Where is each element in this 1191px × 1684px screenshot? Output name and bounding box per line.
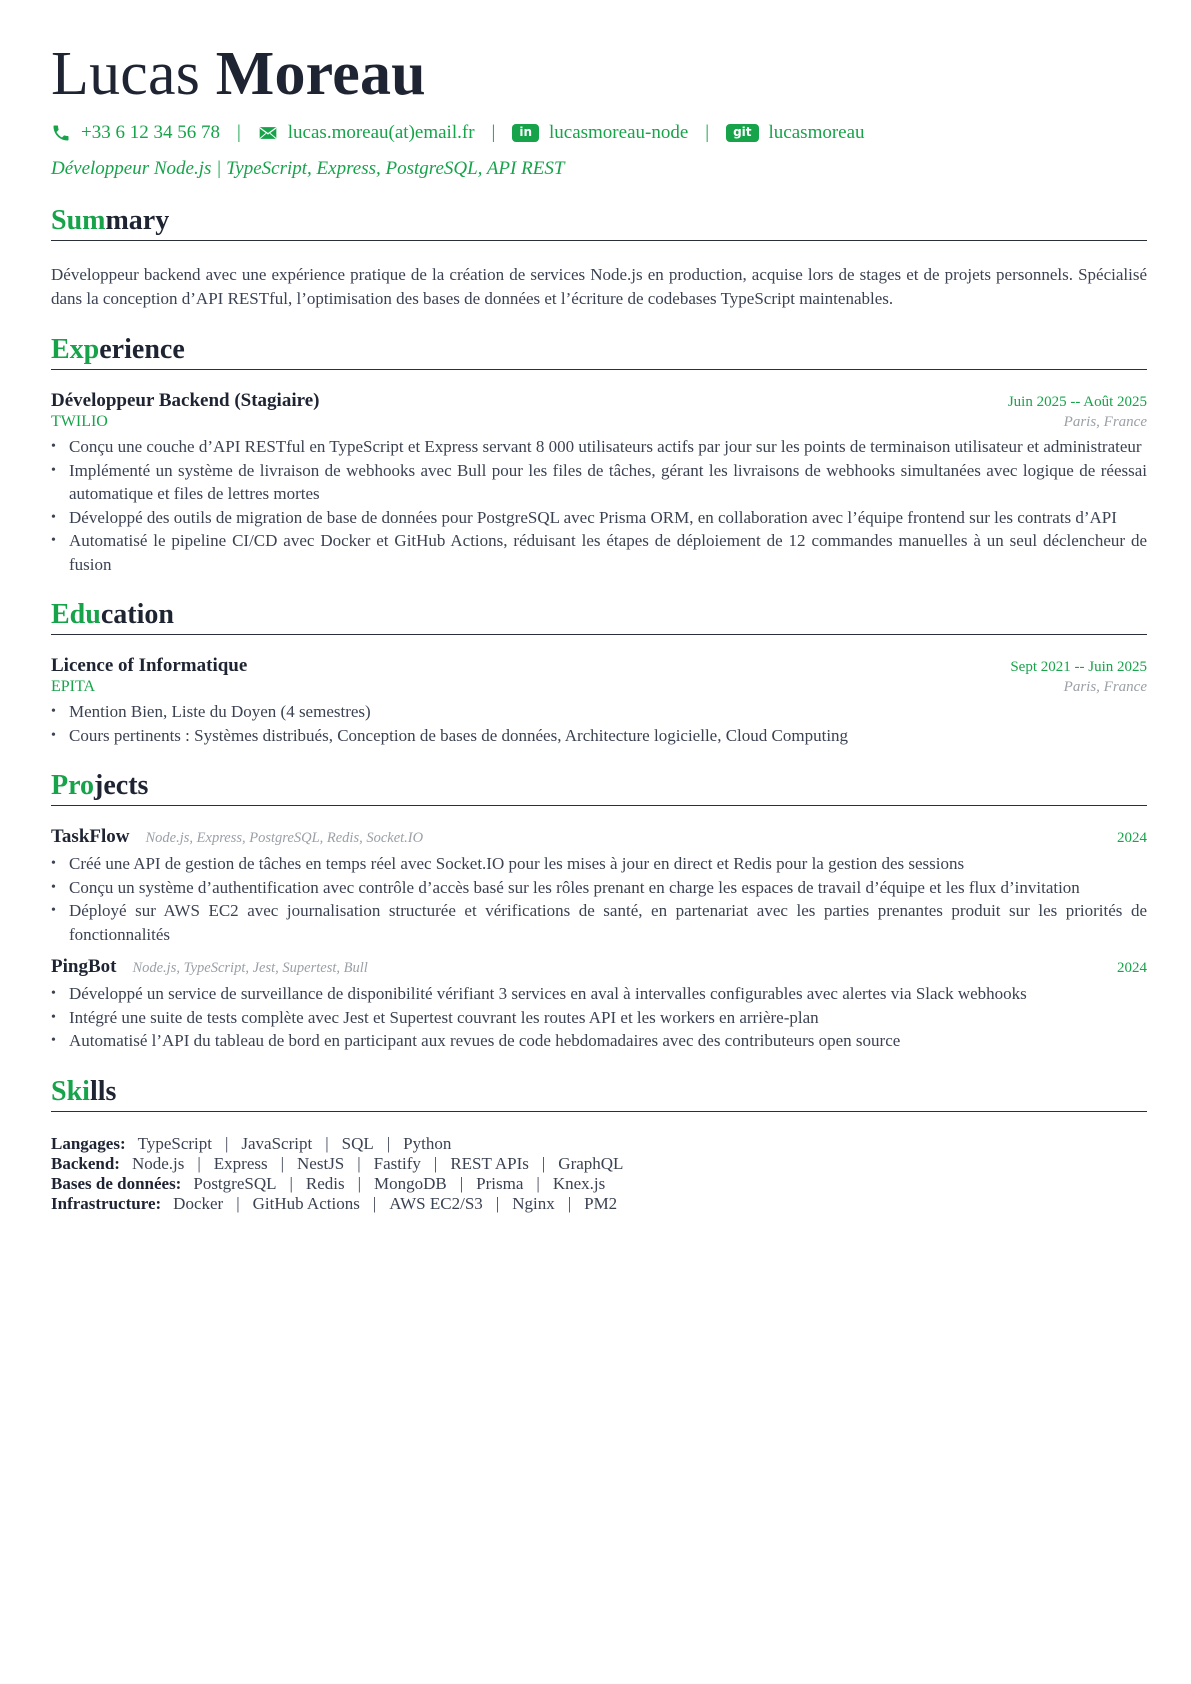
skill-row (51, 1154, 1147, 1174)
list-item: • Conçu une couche d’API RESTful en TypeScript et Express servant 8 000 utilisateurs actifs par jour sur les points de terminaison utilisateur et administrateur (51, 435, 1147, 459)
education-dates: Sept 2021 -- Juin 2025 (1010, 659, 1147, 675)
skill-category: Infrastructure: (51, 1193, 162, 1213)
list-item: • Déployé sur AWS EC2 avec journalisation structurée et vérifications de santé, en partenariat avec les parties prenantes produit sur les priorités de fonctionnalités (51, 899, 1147, 946)
skills-section (51, 1075, 1147, 1214)
skill-separator: | (325, 1133, 329, 1153)
project-bullets (51, 982, 1147, 1053)
skills-list (51, 1134, 1147, 1214)
skill-separator: | (236, 1193, 240, 1213)
list-item: • Implémenté un système de livraison de webhooks avec Bull pour les files de tâches, gérant les livraisons de webhooks simultanées avec logique de réessai automatique et files de lettres mortes (51, 459, 1147, 506)
github-text: lucasmoreau (768, 122, 865, 143)
job-role: Développeur Backend (Stagiaire) (51, 390, 320, 411)
skill-category: Bases de données: (51, 1173, 182, 1193)
school-name: EPITA (51, 678, 96, 695)
skill-separator: | (495, 1193, 500, 1213)
summary-text: Développeur backend avec une expérience pratique de la création de services Node.js en production, acquise lors de stages et de projets personnels. Spécialisé dans la conception d’API RESTful, l’optimisation des bases de données et l’écriture de codebases TypeScript maintenables. (51, 265, 1147, 308)
skill-item: GraphQL (558, 1153, 624, 1173)
section-title-skills (51, 1075, 1147, 1112)
list-item: • Automatisé l’API du tableau de bord en participant aux revues de code hebdomadaires avec des contributeurs open source (51, 1029, 1147, 1053)
section-title-education (51, 598, 1147, 635)
skill-item: PostgreSQL (193, 1173, 277, 1193)
skill-item: Express (213, 1153, 268, 1173)
project-year: 2024 (1117, 830, 1147, 846)
project-stack: Node.js, TypeScript, Jest, Supertest, Bull (132, 960, 368, 976)
skill-separator: | (280, 1153, 285, 1173)
school-location: Paris, France (1063, 679, 1147, 695)
job-dates: Juin 2025 -- Août 2025 (1007, 394, 1147, 410)
list-item: • Intégré une suite de tests complète avec Jest et Supertest couvrant les routes API et les workers en arrière-plan (51, 1006, 1147, 1030)
linkedin-text: lucasmoreau-node (548, 122, 689, 143)
contact-linkedin[interactable] (512, 122, 688, 144)
education-entry (51, 655, 1147, 747)
title-accent: Edu (51, 599, 101, 630)
skill-row (51, 1174, 1147, 1194)
contact-github[interactable] (726, 122, 864, 144)
skill-separator: | (433, 1153, 438, 1173)
section-title-experience (51, 333, 1147, 370)
resume-page (51, 38, 1147, 1214)
skill-item: Prisma (476, 1173, 524, 1193)
education-section (51, 598, 1147, 747)
title-accent: Sum (51, 205, 106, 236)
skill-item: Redis (305, 1173, 345, 1193)
list-item: • Développé des outils de migration de base de données pour PostgreSQL avec Prisma ORM, en collaboration avec l’équipe frontend sur les contrats d’API (51, 506, 1147, 530)
skill-separator: | (459, 1173, 464, 1193)
skill-separator: | (372, 1193, 377, 1213)
list-item: • Cours pertinents : Systèmes distribués, Conception de bases de données, Architecture logicielle, Cloud Computing (51, 724, 1147, 748)
project-name: TaskFlow (51, 826, 130, 847)
list-item: • Créé une API de gestion de tâches en temps réel avec Socket.IO pour les mises à jour en direct et Redis pour la gestion des sessions (51, 852, 1147, 876)
contact-bar (51, 118, 1147, 148)
skill-item: Fastify (373, 1153, 421, 1173)
project-stack: Node.js, Express, PostgreSQL, Redis, Socket.IO (145, 830, 424, 846)
skill-values (132, 1154, 623, 1174)
skill-item: Node.js (131, 1153, 185, 1173)
skill-item: Knex.js (552, 1173, 606, 1193)
degree-name: Licence of Informatique (51, 655, 248, 676)
list-item: • Automatisé le pipeline CI/CD avec Docker et GitHub Actions, réduisant les étapes de déploiement de 12 commandes manuelles à un seul déclencheur de fusion (51, 529, 1147, 576)
phone-text: +33 6 12 34 56 78 (81, 122, 220, 143)
skill-separator: | (357, 1173, 362, 1193)
title-accent: Ski (51, 1075, 90, 1107)
skill-row (51, 1134, 1147, 1154)
title-rest: jects (94, 770, 149, 801)
skill-item: Nginx (512, 1193, 555, 1213)
projects-section (51, 769, 1147, 1053)
skill-item: GitHub Actions (252, 1193, 360, 1213)
experience-entry (51, 390, 1147, 576)
contact-phone[interactable] (51, 122, 220, 144)
last-name: Moreau (215, 40, 426, 108)
title-rest: erience (99, 334, 185, 365)
section-title-summary (51, 204, 1147, 241)
linkedin-icon: in (512, 124, 539, 142)
project-entry (51, 956, 1147, 1053)
skill-item: JavaScript (241, 1133, 313, 1153)
skill-separator: | (567, 1193, 572, 1213)
contact-separator: | (236, 122, 241, 143)
github-icon: git (726, 124, 758, 142)
skill-values (138, 1134, 452, 1154)
title-rest: cation (100, 599, 174, 630)
skill-item: Python (403, 1133, 452, 1153)
list-item: • Conçu un système d’authentification avec contrôle d’accès basé sur les rôles prenant en charge les espaces de travail d’équipe et les flux d’invitation (51, 876, 1147, 900)
skill-separator: | (289, 1173, 293, 1193)
candidate-name (51, 38, 1147, 110)
skill-item: Docker (173, 1193, 224, 1213)
project-name: PingBot (51, 956, 117, 977)
contact-separator: | (491, 122, 496, 143)
skill-item: MongoDB (374, 1173, 447, 1193)
list-item: • Mention Bien, Liste du Doyen (4 semestres) (51, 700, 1147, 724)
skill-category: Backend: (51, 1153, 120, 1173)
project-year: 2024 (1117, 960, 1147, 976)
skill-separator: | (536, 1173, 540, 1193)
education-bullets (51, 700, 1147, 747)
skill-values (193, 1174, 605, 1194)
contact-separator: | (705, 122, 710, 143)
tagline: Développeur Node.js | TypeScript, Express, PostgreSQL, API REST (51, 158, 565, 179)
skill-category: Langages: (51, 1133, 126, 1153)
title-rest: lls (89, 1075, 117, 1107)
contact-email[interactable] (258, 122, 475, 144)
title-accent: Pro (51, 770, 95, 801)
skill-item: NestJS (297, 1153, 345, 1173)
skill-item: PM2 (584, 1193, 618, 1213)
skill-item: AWS EC2/S3 (389, 1193, 483, 1213)
skill-separator: | (224, 1133, 229, 1153)
envelope-icon (258, 123, 278, 143)
email-text: lucas.moreau(at)email.fr (287, 122, 475, 143)
skill-separator: | (541, 1153, 546, 1173)
title-rest: mary (105, 205, 170, 236)
skill-separator: | (386, 1133, 391, 1153)
skill-item: TypeScript (137, 1133, 212, 1153)
list-item: • Développé un service de surveillance de disponibilité vérifiant 3 services en aval à intervalles configurables avec alertes via Slack webhooks (51, 982, 1147, 1006)
skill-separator: | (357, 1153, 361, 1173)
company-name: TWILIO (51, 413, 108, 430)
summary-section (51, 204, 1147, 311)
skill-item: SQL (341, 1133, 374, 1153)
job-bullets (51, 435, 1147, 576)
skill-separator: | (197, 1153, 201, 1173)
first-name: Lucas (51, 40, 201, 108)
phone-icon (51, 123, 71, 143)
skill-item: REST APIs (450, 1153, 529, 1173)
project-entry (51, 826, 1147, 946)
section-title-projects (51, 769, 1147, 806)
job-location: Paris, France (1063, 414, 1147, 430)
skill-values (173, 1194, 617, 1214)
experience-section (51, 333, 1147, 576)
skill-row (51, 1194, 1147, 1214)
project-bullets (51, 852, 1147, 946)
title-accent: Exp (51, 334, 100, 365)
